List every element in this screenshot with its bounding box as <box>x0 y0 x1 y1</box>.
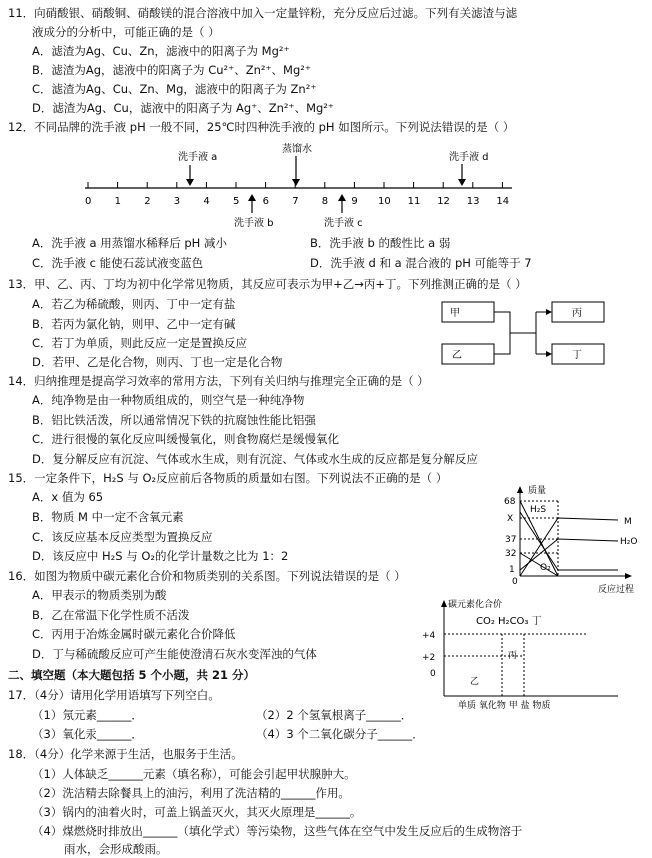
q11-option-c: C．滤渣为Ag、Cu、Zn、Mg，滤液中的阳离子为 Zn²⁺ <box>32 82 317 96</box>
label-c: 洗手液 c <box>324 218 363 229</box>
ytick-1: 1 <box>509 565 515 575</box>
ytick-plus2: +2 <box>422 653 436 663</box>
q14-option-b: B．铝比铁活泼，所以通常情况下铁的抗腐蚀性能比铝强 <box>32 413 316 427</box>
mass-chart <box>498 484 648 596</box>
label-water: 蒸馏水 <box>282 144 312 155</box>
q16-option-b: B．乙在常温下化学性质不活泼 <box>32 608 190 622</box>
valence-ylabel: 碳元素化合价 <box>448 600 503 610</box>
arrow-water-icon <box>292 156 300 186</box>
ph-tick-label: 8 <box>321 196 329 207</box>
q14-option-d: D．复分解反应有沉淀、气体或水生成，则有沉淀、气体或水生成的反应都是复分解反应 <box>32 452 478 466</box>
origin-0: 0 <box>512 577 518 587</box>
q12-option-d: D．洗手液 d 和 a 混合液的 pH 可能等于 7 <box>310 256 532 270</box>
series-h2o: H₂O <box>620 537 638 547</box>
ytick-37: 37 <box>505 535 517 545</box>
ph-tick-label: 2 <box>144 196 151 207</box>
q17-item-2: （2）2 个氢氧根离子______． <box>256 708 413 722</box>
series-h2s: H₂S <box>530 505 547 515</box>
q14-stem: 14．归纳推理是提高学习效率的常用方法，下列有关归纳与推理完全正确的是（ ） <box>8 374 429 388</box>
box-yi-label: 乙 <box>452 350 462 361</box>
label-b: 洗手液 b <box>234 218 274 229</box>
ph-tick-label: 9 <box>351 196 358 207</box>
reaction-diagram <box>438 298 608 370</box>
q17-item-3: （3）氧化汞______． <box>32 727 143 741</box>
point-bing: 丙 <box>508 651 518 661</box>
q18-stem: 18．（4分）化学来源于生活，也服务于生活。 <box>8 747 243 761</box>
q11-option-a: A．滤渣为Ag、Cu、Zn，滤液中的阳离子为 Mg²⁺ <box>32 44 290 58</box>
valence-xcats: 单质 氧化物 甲 盐 物质 <box>458 701 551 711</box>
arrow-b-icon <box>248 194 256 213</box>
q12-stem: 12．不同品牌的洗手液 pH 一般不同，25℃时四种洗手液的 pH 如图所示。下列说法错误的是（ ） <box>8 120 515 134</box>
q13-option-b: B．若丙为氯化钠，则甲、乙中一定有碱 <box>32 317 236 331</box>
arrow-c-icon <box>338 194 346 213</box>
q11-stem-line2: 液成分的分析中，可能正确的是（ ） <box>32 25 220 39</box>
q11-option-d: D．滤渣为Ag、Cu，滤液中的阳离子为 Ag⁺、Zn²⁺、Mg²⁺ <box>32 101 334 115</box>
arrow-a-icon <box>186 165 194 186</box>
q13-option-d: D．若甲、乙是化合物，则丙、丁也一定是化合物 <box>32 355 283 369</box>
q18-item-4a: （4）煤燃烧时排放出______（填化学式）等污染物，这些气体在空气中发生反应后的生成物溶于 <box>32 824 523 838</box>
q15-option-b: B．物质 M 中一定不含氧元素 <box>32 510 184 524</box>
q15-option-c: C．该反应基本反应类型为置换反应 <box>32 530 213 544</box>
q13-option-c: C．若丁为单质，则此反应一定是置换反应 <box>32 336 248 350</box>
ph-tick-label: 7 <box>292 196 299 207</box>
q15-stem: 15．一定条件下，H₂S 与 O₂反应前后各物质的质量如右图。下列说法不正确的是（ ） <box>8 471 448 485</box>
box-jia-label: 甲 <box>450 308 460 319</box>
ytick-68: 68 <box>504 497 516 507</box>
q18-item-4b: 雨水，会形成酸雨。 <box>64 842 168 856</box>
series-m: M <box>624 517 632 527</box>
q12-option-a: A．洗手液 a 用蒸馏水稀释后 pH 减小 <box>32 236 227 250</box>
ytick-0: 0 <box>430 669 436 679</box>
q16-option-c: C．丙用于冶炼金属时碳元素化合价降低 <box>32 627 236 641</box>
ph-tick-label: 6 <box>262 196 269 207</box>
ph-tick-label: 0 <box>85 196 92 207</box>
q14-option-c: C．进行很慢的氧化反应叫缓慢氧化，则食物腐烂是缓慢氧化 <box>32 432 340 446</box>
series-o2: O₂ <box>540 563 551 573</box>
q18-item-3: （3）锅内的油着火时，可盖上锅盖灭火，其灭火原理是______。 <box>32 805 362 819</box>
q13-option-a: A．若乙为稀硫酸，则丙、丁中一定有盐 <box>32 297 236 311</box>
q17-item-1: （1）氖元素______． <box>32 708 143 722</box>
ph-tick-label: 4 <box>203 196 210 207</box>
q18-item-1: （1）人体缺乏______元素（填名称），可能会引起甲状腺肿大。 <box>32 767 356 781</box>
q16-option-d: D．丁与稀硫酸反应可产生能使澄清石灰水变浑浊的气体 <box>32 647 317 661</box>
q12-option-b: B．洗手液 b 的酸性比 a 弱 <box>310 236 451 250</box>
q14-option-a: A．纯净物是由一种物质组成的，则空气是一种纯净物 <box>32 393 305 407</box>
ph-tick-label: 13 <box>466 196 480 207</box>
q13-stem: 13．甲、乙、丙、丁均为初中化学常见物质，其反应可表示为甲+乙→丙+丁。下列推测正确的是（ ） <box>8 277 527 291</box>
ph-tick-label: 10 <box>378 196 391 207</box>
q15-option-d: D．该反应中 H₂S 与 O₂的化学计量数之比为 1：2 <box>32 549 289 563</box>
q17-item-4: （4）3 个二氧化碳分子______． <box>256 727 424 741</box>
ytick-plus4: +4 <box>422 631 436 641</box>
q17-stem: 17．（4分）请用化学用语填写下列空白。 <box>8 688 220 702</box>
q16-option-a: A．甲表示的物质类别为酸 <box>32 588 167 602</box>
ph-tick-label: 1 <box>114 196 121 207</box>
point-yi: 乙 <box>470 677 480 687</box>
mass-ylabel: 质量 <box>528 486 547 496</box>
box-ding-label: 丁 <box>572 350 582 361</box>
ph-tick-label: 14 <box>496 196 510 207</box>
section-2-title: 二、填空题（本大题包括 5 个小题，共 21 分） <box>8 668 256 682</box>
q16-stem: 16．如图为物质中碳元素化合价和物质类别的关系图。下列说法错误的是（ ） <box>8 569 406 583</box>
ph-tick-label: 11 <box>407 196 421 207</box>
label-a: 洗手液 a <box>178 152 218 163</box>
ytick-32: 32 <box>505 549 517 559</box>
q11-option-b: B．滤渣为Ag，滤液中的阳离子为 Cu²⁺、Zn²⁺、Mg²⁺ <box>32 63 311 77</box>
valence-top-labels: CO₂ H₂CO₃ 丁 <box>476 616 542 627</box>
ph-scale-diagram <box>0 138 652 234</box>
box-bing-label: 丙 <box>572 308 582 319</box>
valence-chart <box>418 596 642 712</box>
ph-tick-label: 3 <box>173 196 181 207</box>
q11-stem-line1: 11．向硝酸银、硝酸铜、硝酸镁的混合溶液中加入一定量锌粉，充分反应后过滤。下列有关滤渣与滤 <box>8 6 518 20</box>
ph-tick-label: 12 <box>437 196 450 207</box>
box-yi <box>442 344 494 364</box>
arrow-d-icon <box>458 164 466 186</box>
q12-option-c: C．洗手液 c 能使石蕊试液变蓝色 <box>32 256 204 270</box>
q15-option-a: A．x 值为 65 <box>32 490 104 504</box>
ph-tick-label: 5 <box>233 196 240 207</box>
label-d: 洗手液 d <box>449 152 489 163</box>
q18-item-2: （2）洗洁精去除餐具上的油污，利用了洗洁精的______作用。 <box>32 786 350 800</box>
ytick-x: X <box>507 514 514 524</box>
mass-xlabel: 反应过程 <box>598 585 635 595</box>
